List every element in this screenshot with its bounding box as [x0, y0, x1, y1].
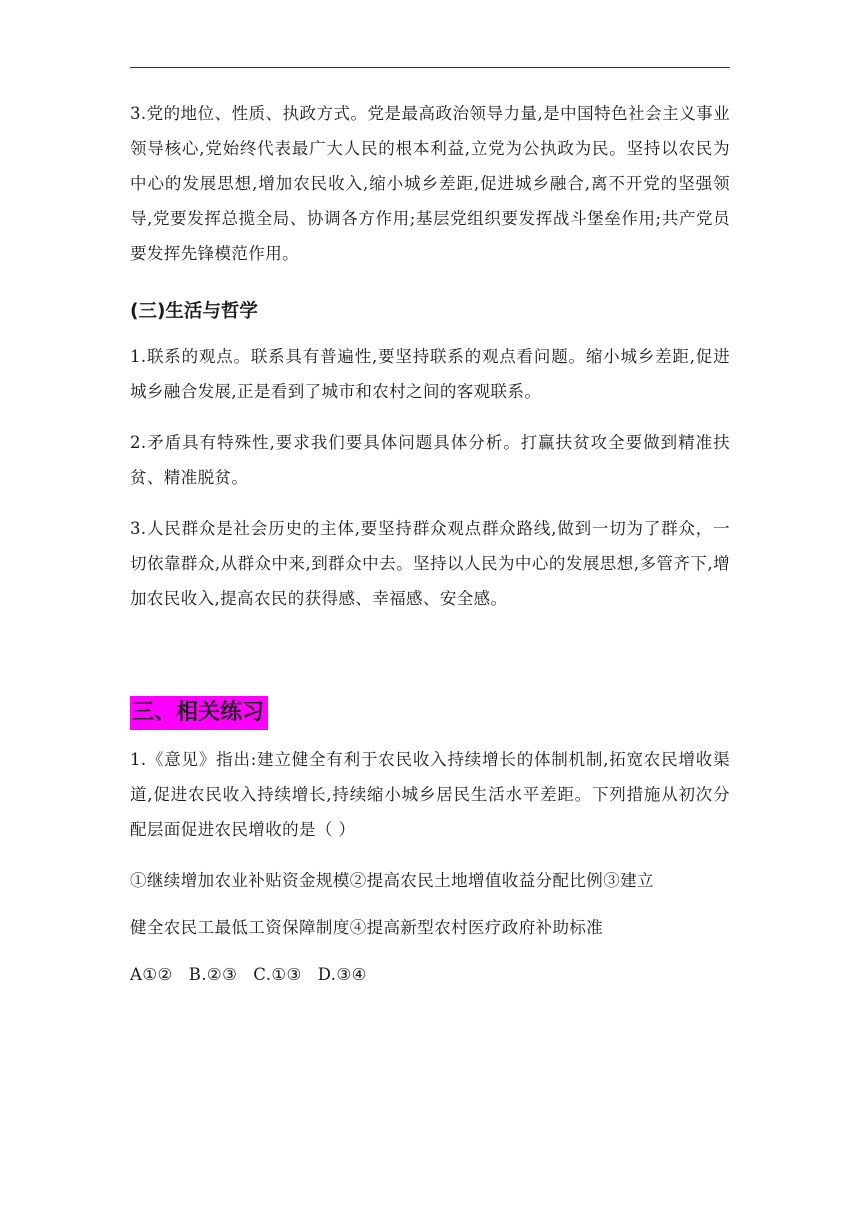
philosophy-point-2: 2.矛盾具有特殊性,要求我们要具体问题具体分析。打赢扶贫攻全要做到精准扶贫、精准脱贫。: [130, 433, 730, 487]
answer-options: [130, 957, 730, 992]
philosophy-point-1: 1.联系的观点。联系具有普遍性,要坚持联系的观点看问题。缩小城乡差距,促进城乡融合发展,正是看到了城市和农村之间的客观联系。: [130, 347, 730, 401]
section-heading-exercises: 三、相关练习: [130, 696, 268, 730]
option-c: C.①③: [253, 965, 302, 984]
exercise-statements-line-2: 健全农民工最低工资保障制度④提高新型农村医疗政府补助标准: [130, 918, 604, 937]
option-a: A①②: [130, 965, 173, 984]
header-rule: [130, 67, 730, 68]
philosophy-point-3: 3.人民群众是社会历史的主体,要坚持群众观点群众路线,做到一切为了群众，一切依靠群众,从群众中来,到群众中去。坚持以人民为中心的发展思想,多管齐下,增加农民收入,提高农民的获得感、幸福感、安全感。: [130, 519, 730, 608]
exercise-statements-line-1: ①继续增加农业补贴资金规模②提高农民土地增值收益分配比例③建立: [130, 871, 654, 890]
option-b: B.②③: [188, 965, 238, 984]
document-body: [130, 96, 730, 992]
party-role-paragraph: 3.党的地位、性质、执政方式。党是最高政治领导力量,是中国特色社会主义事业领导核心,党始终代表最广大人民的根本利益,立党为公执政为民。坚持以农民为中心的发展思想,增加农民收入,缩小城乡差距,促进城乡融合,离不开党的坚强领导,党要发挥总揽全局、协调各方作用;基层党组织要发挥战斗堡垒作用;共产党员要发挥先锋模范作用。: [130, 104, 730, 263]
option-d: D.③④: [317, 965, 367, 984]
subsection-heading-life-philosophy: (三)生活与哲学: [130, 301, 258, 322]
exercise-question-1: 1.《意见》指出:建立健全有利于农民收入持续增长的体制机制,拓宽农民增收渠道,促进农民收入持续增长,持续缩小城乡居民生活水平差距。下列措施从初次分配层面促进农民增收的是（ ）: [130, 750, 730, 839]
